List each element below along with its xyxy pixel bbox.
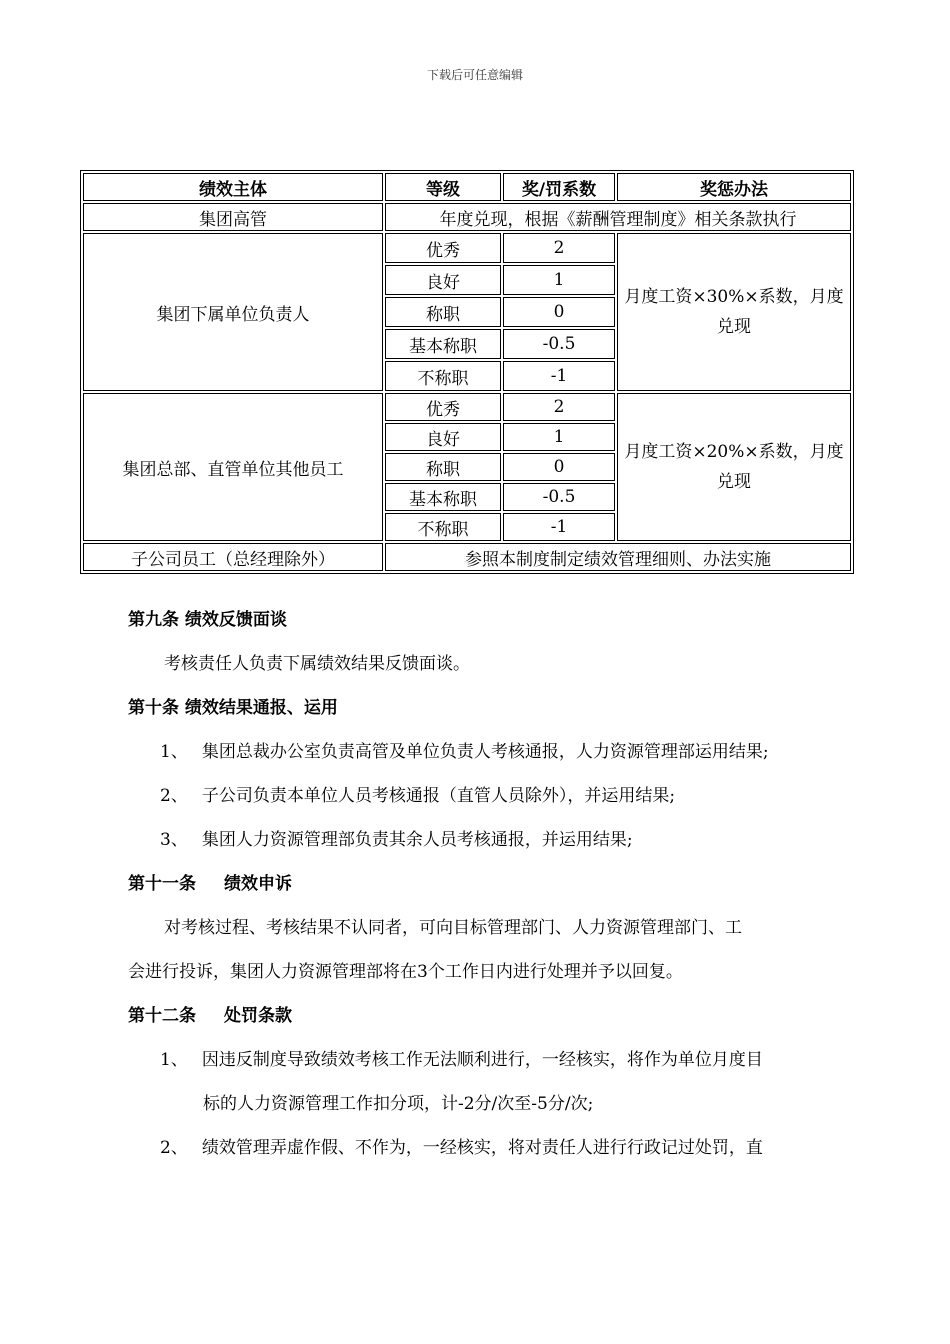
section-title: 处罚条款 <box>224 1006 292 1026</box>
list-text: 子公司负责本单位人员考核通报（直管人员除外），并运用结果; <box>201 786 676 806</box>
list-number: 1、 <box>160 1050 188 1070</box>
subject-cell: 集团高管 <box>83 203 383 231</box>
list-item <box>128 1126 838 1170</box>
table-header-row <box>83 173 851 201</box>
section-number: 第十一条 <box>128 874 196 894</box>
list-text: 集团总裁办公室负责高管及单位负责人考核通报，人力资源管理部运用结果; <box>201 742 769 762</box>
section-heading <box>128 862 838 906</box>
list-number: 2、 <box>160 1138 188 1158</box>
subject-cell: 集团总部、直管单位其他员工 <box>83 393 383 541</box>
table-row <box>83 543 851 571</box>
coef-cell: -1 <box>503 513 615 541</box>
coef-cell: -0.5 <box>503 483 615 511</box>
section-title: 绩效申诉 <box>224 874 292 894</box>
table-row <box>83 233 851 263</box>
list-item <box>128 1038 838 1082</box>
list-number: 1、 <box>160 742 188 762</box>
paragraph: 会进行投诉，集团人力资源管理部将在3个工作日内进行处理并予以回复。 <box>128 962 683 982</box>
header-subject: 绩效主体 <box>83 173 383 201</box>
level-cell: 基本称职 <box>385 483 501 511</box>
coef-cell: 1 <box>503 423 615 451</box>
table-row <box>83 393 851 421</box>
coef-cell: 2 <box>503 233 615 263</box>
coef-cell: 2 <box>503 393 615 421</box>
document-body <box>128 598 838 1170</box>
level-cell: 称职 <box>385 453 501 481</box>
coef-cell: 1 <box>503 265 615 295</box>
list-text: 因违反制度导致绩效考核工作无法顺利进行，一经核实，将作为单位月度目 <box>201 1050 763 1070</box>
list-item <box>128 818 838 862</box>
subject-cell: 集团下属单位负责人 <box>83 233 383 391</box>
level-cell: 优秀 <box>385 233 501 263</box>
method-cell <box>617 393 851 541</box>
list-item <box>128 774 838 818</box>
header-method: 奖惩办法 <box>617 173 851 201</box>
level-cell: 不称职 <box>385 361 501 391</box>
coef-cell: -0.5 <box>503 329 615 359</box>
table-row <box>83 203 851 231</box>
level-cell: 良好 <box>385 265 501 295</box>
section-heading: 第十条 绩效结果通报、运用 <box>128 698 338 718</box>
header-level: 等级 <box>385 173 501 201</box>
section-number: 第十二条 <box>128 1006 196 1026</box>
paragraph: 考核责任人负责下属绩效结果反馈面谈。 <box>164 654 470 674</box>
section-heading <box>128 994 838 1038</box>
level-cell: 基本称职 <box>385 329 501 359</box>
list-number: 2、 <box>160 786 188 806</box>
level-cell: 优秀 <box>385 393 501 421</box>
paragraph: 对考核过程、考核结果不认同者，可向目标管理部门、人力资源管理部门、工 <box>164 918 742 938</box>
coef-cell: 0 <box>503 297 615 327</box>
list-item <box>128 730 838 774</box>
method-cell: 年度兑现，根据《薪酬管理制度》相关条款执行 <box>385 203 851 231</box>
method-cell <box>617 233 851 391</box>
coef-cell: 0 <box>503 453 615 481</box>
page-header: 下载后可任意编辑 <box>426 68 523 82</box>
performance-table <box>80 170 854 574</box>
list-text: 绩效管理弄虚作假、不作为，一经核实，将对责任人进行行政记过处罚，直 <box>201 1138 763 1158</box>
level-cell: 良好 <box>385 423 501 451</box>
level-cell: 称职 <box>385 297 501 327</box>
section-heading: 第九条 绩效反馈面谈 <box>128 610 287 630</box>
method-line: 月度工资×30%×系数，月度 <box>624 287 844 307</box>
list-item-continuation: 标的人力资源管理工作扣分项，计-2分/次至-5分/次; <box>203 1094 594 1114</box>
method-cell: 参照本制度制定绩效管理细则、办法实施 <box>385 543 851 571</box>
level-cell: 不称职 <box>385 513 501 541</box>
list-number: 3、 <box>160 830 188 850</box>
list-text: 集团人力资源管理部负责其余人员考核通报，并运用结果; <box>201 830 633 850</box>
method-line: 兑现 <box>717 472 751 492</box>
coef-cell: -1 <box>503 361 615 391</box>
method-line: 兑现 <box>717 317 751 337</box>
subject-cell: 子公司员工（总经理除外） <box>83 543 383 571</box>
method-line: 月度工资×20%×系数，月度 <box>624 442 844 462</box>
header-coef: 奖/罚系数 <box>503 173 615 201</box>
